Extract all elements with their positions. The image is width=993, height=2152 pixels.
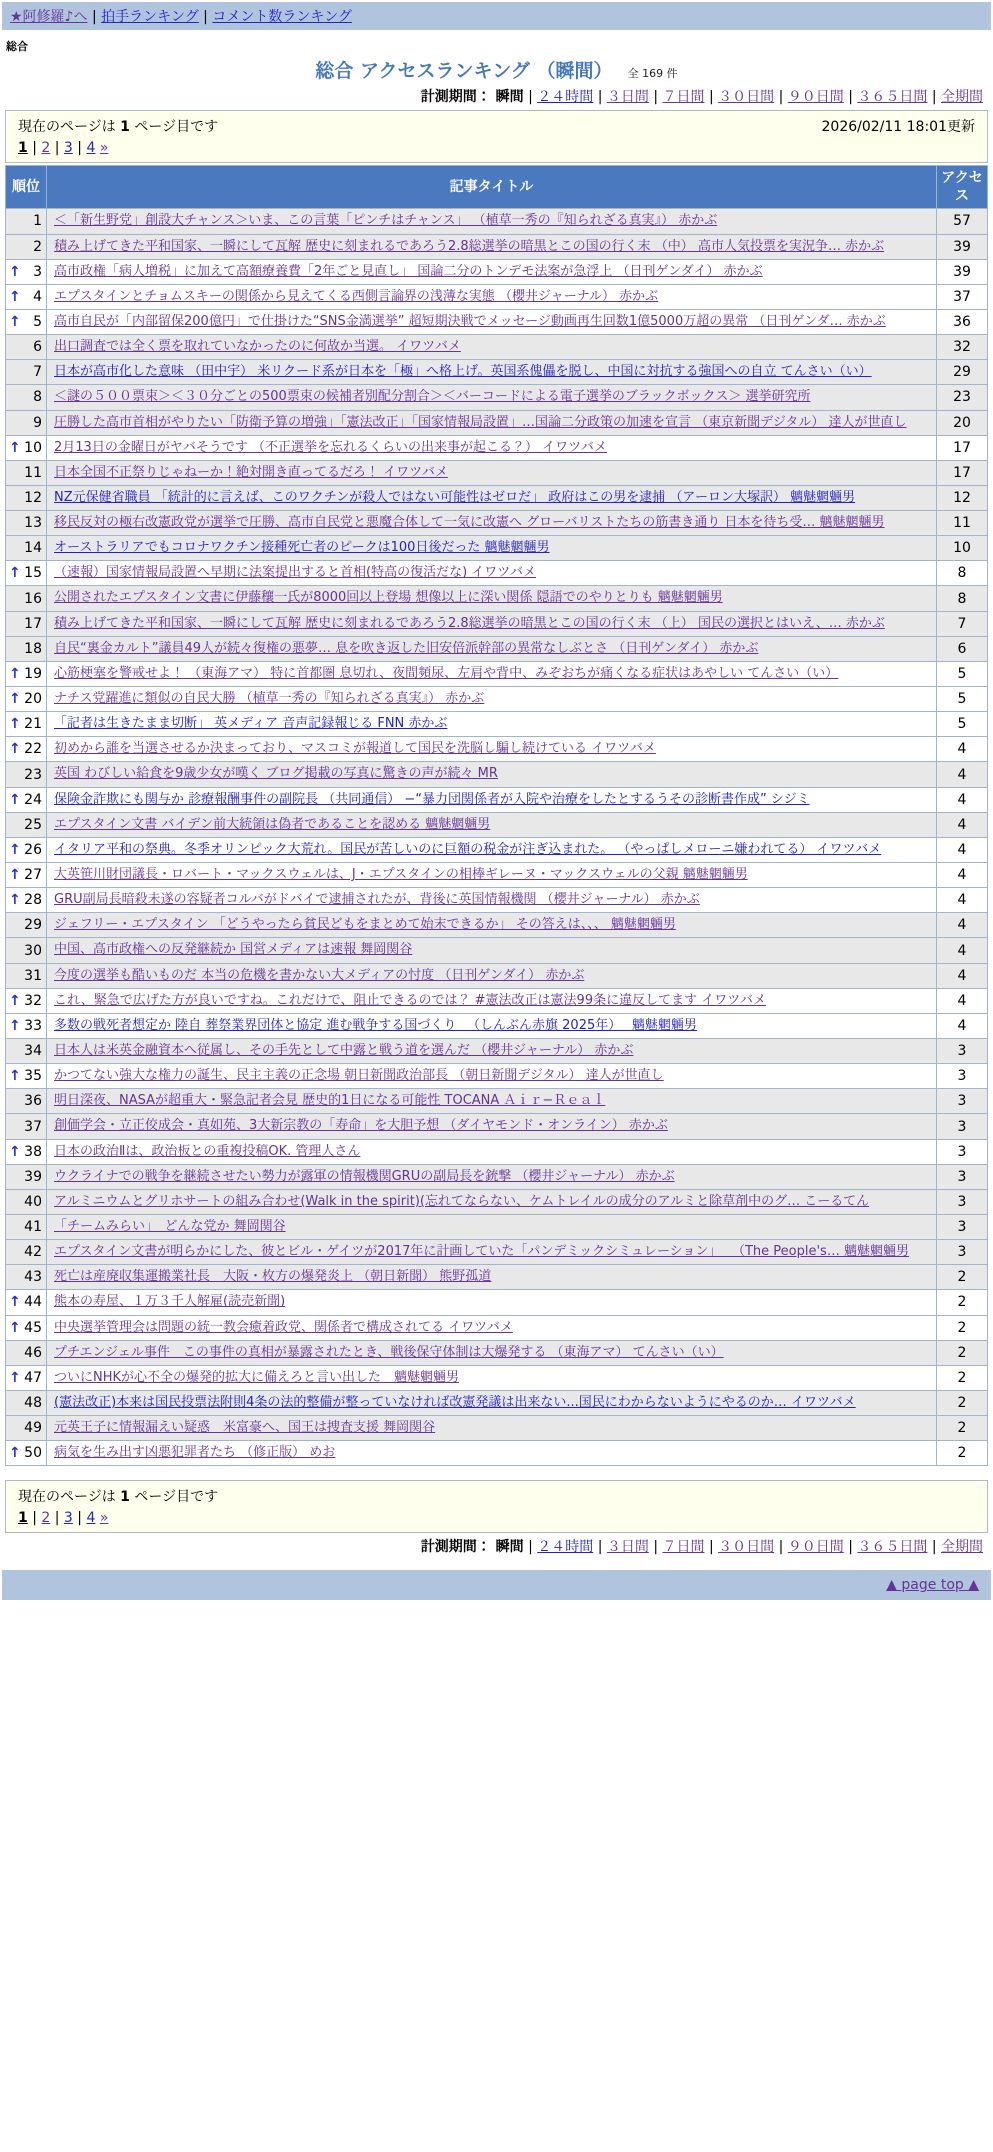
access-count: 17: [937, 460, 988, 485]
period-link[interactable]: ９０日間: [787, 1539, 844, 1556]
access-count: 4: [937, 963, 988, 988]
pager-next-link[interactable]: »: [99, 140, 109, 156]
table-row: [6, 1064, 988, 1089]
separator: |: [927, 89, 941, 105]
table-row: [6, 1315, 988, 1340]
table-row: [6, 586, 988, 611]
rank-number: 8: [33, 389, 42, 406]
article-link[interactable]: エプスタイン文書が明らかにした、彼とビル・ゲイツが2017年に計画していた「パンデミックシミュレーション」 （The People's… 魑魅魍魎男: [54, 1244, 909, 1260]
access-count: 12: [937, 485, 988, 510]
period-link[interactable]: ２４時間: [537, 89, 594, 105]
access-count: 6: [937, 636, 988, 661]
separator: |: [50, 1510, 64, 1527]
table-row: [6, 812, 988, 837]
access-count: 3: [937, 1139, 988, 1164]
access-count: 32: [937, 335, 988, 360]
rank-number: 38: [24, 1143, 42, 1160]
access-count: 4: [937, 888, 988, 913]
rank-up-icon: ↑: [9, 867, 21, 884]
period-link[interactable]: ３６５日間: [857, 1539, 928, 1556]
article-link[interactable]: 移民反対の極右改憲政党が選挙で圧勝、高市自民党と悪魔合体して一気に改憲へ グローバリストたちの筋書き通り 日本を待ち受… 魑魅魍魎男: [54, 515, 885, 531]
rank-number: 49: [24, 1420, 42, 1437]
access-count: 4: [937, 938, 988, 963]
topbar-link[interactable]: ★阿修羅♪へ: [10, 9, 88, 25]
rank-up-icon: ↑: [9, 1319, 21, 1336]
article-link[interactable]: プチエンジェル事件 この事件の真相が暴露されたとき、戦後保守体制は大爆発する （東海アマ） てんさい（い）: [54, 1344, 724, 1360]
title-column-header: 記事タイトル: [47, 166, 937, 209]
table-row: [6, 1265, 988, 1290]
article-link[interactable]: これ、緊急で広げた方が良いですね。これだけで、阻止できるのでは？ #憲法改正は憲法99条に違反してます イワツバメ: [54, 992, 766, 1008]
access-count: 57: [937, 209, 988, 234]
access-count: 2: [937, 1416, 988, 1441]
access-count: 39: [937, 234, 988, 259]
pagination-box-top: [5, 110, 988, 163]
period-link[interactable]: ２４時間: [537, 1539, 594, 1556]
page-title: 総合 アクセスランキング （瞬間）: [315, 60, 613, 82]
total-count: 全 169 件: [627, 67, 678, 80]
access-count: 5: [937, 687, 988, 712]
access-count: 5: [937, 712, 988, 737]
rank-number: 14: [24, 540, 42, 557]
access-count: 20: [937, 410, 988, 435]
rank-up-icon: ↑: [9, 1445, 21, 1462]
article-link[interactable]: オーストラリアでもコロナワクチン接種死亡者のピークは100日後だった 魑魅魍魎男: [54, 540, 550, 556]
separator: |: [704, 1539, 719, 1556]
table-row: [6, 661, 988, 686]
table-row: [6, 1139, 988, 1164]
separator: |: [523, 89, 538, 105]
rank-number: 37: [24, 1118, 42, 1135]
article-link[interactable]: 積み上げてきた平和国家、一瞬にして瓦解 歴史に刻まれるであろう2.8総選挙の暗黒とこの国の行く末 （中） 高市人気投票を実況争… 赤かぶ: [54, 238, 885, 254]
table-row: [6, 385, 988, 410]
pagination-box-bottom: [5, 1480, 988, 1533]
separator: |: [648, 1539, 663, 1556]
table-row: [6, 1114, 988, 1139]
access-count: 2: [937, 1315, 988, 1340]
article-link[interactable]: 圧勝した高市首相がやりたい「防衛予算の増強」「憲法改正」「国家情報局設置」…国論二分政策の加速を宣言 （東京新聞デジタル） 達人が世直し: [54, 414, 907, 430]
article-link[interactable]: 大英笹川財団議長・ロバート・マックスウェルは、J・エプスタインの相棒ギレーヌ・マックスウェルの父親 魑魅魍魎男: [54, 867, 748, 883]
rank-number: 29: [24, 917, 42, 934]
separator: |: [593, 1539, 607, 1556]
period-link[interactable]: ３０日間: [718, 1539, 775, 1556]
separator: |: [648, 89, 663, 105]
rank-up-icon: ↑: [9, 1294, 21, 1311]
article-link[interactable]: 今度の選挙も酷いものだ 本当の危機を書かない大メディアの忖度 （日刊ゲンダイ） 赤かぶ: [54, 967, 585, 983]
updated-timestamp: 2026/02/11 18:01更新: [821, 119, 975, 135]
pager-page-link[interactable]: 4: [86, 140, 96, 156]
access-count: 11: [937, 511, 988, 536]
article-link[interactable]: 高市政権「病人増税」に加えて高額療養費「2年ごと見直し」 国論二分のトンデモ法案が急浮上 （日刊ゲンダイ） 赤かぶ: [54, 263, 763, 279]
article-link[interactable]: ナチス党躍進に類似の自民大勝 （植草一秀の『知られざる真実』） 赤かぶ: [54, 691, 485, 707]
table-row: [6, 1365, 988, 1390]
article-link[interactable]: 保険金詐欺にも関与か 診療報酬事件の副院長 （共同通信） −“暴力団関係者が入院や治療をしたとするうその診断書作成” シジミ: [54, 791, 810, 807]
article-link[interactable]: エプスタインとチョムスキーの関係から見えてくる西側言論界の浅薄な実態 （櫻井ジャーナル） 赤かぶ: [54, 288, 659, 304]
period-link[interactable]: 全期間: [941, 1539, 983, 1556]
separator: |: [72, 1510, 87, 1527]
article-link[interactable]: 2月13日の金曜日がヤバそうです （不正選挙を忘れるくらいの出来事が起こる？） イワツバメ: [54, 439, 607, 455]
rank-number: 39: [24, 1168, 42, 1185]
access-count: 39: [937, 259, 988, 284]
rank-up-icon: ↑: [9, 992, 21, 1009]
pager-current-page: 1: [18, 140, 28, 156]
separator: |: [27, 140, 42, 156]
article-link[interactable]: アルミニウムとグリホサートの組み合わせ(Walk in the spirit)(忘れてならない、ケムトレイルの成分のアルミと除草剤中のグ… こーるてん: [54, 1193, 870, 1209]
access-count: 3: [937, 1114, 988, 1139]
table-row: [6, 888, 988, 913]
rank-number: 25: [24, 816, 42, 833]
access-count: 2: [937, 1441, 988, 1466]
rank-number: 7: [33, 364, 42, 381]
table-row: [6, 938, 988, 963]
table-row: [6, 1416, 988, 1441]
article-link[interactable]: ウクライナでの戦争を継続させたい勢力が露軍の情報機関GRUの副局長を銃撃 （櫻井ジャーナル） 赤かぶ: [54, 1168, 675, 1184]
table-row: [6, 1390, 988, 1415]
page-heading: [0, 56, 993, 83]
rank-up-icon: ↑: [9, 439, 21, 456]
pager-next-link[interactable]: »: [99, 1510, 109, 1527]
rank-number: 22: [24, 741, 42, 758]
article-link[interactable]: ジェフリー・エプスタイン 「どうやったら貧民どもをまとめて始末できるか」 その答えは、、、 魑魅魍魎男: [54, 917, 676, 933]
article-link[interactable]: 日本が高市化した意味 （田中宇） 米リクード系が日本を「極」へ格上げ。英国系傀儡を脱し、中国に対抗する強国への自立 てんさい（い）: [54, 364, 872, 380]
access-count: 4: [937, 737, 988, 762]
rank-number: 30: [24, 942, 42, 959]
rank-number: 42: [24, 1244, 42, 1261]
topbar-link[interactable]: 拍手ランキング: [101, 9, 199, 25]
rank-number: 12: [24, 489, 42, 506]
table-row: [6, 913, 988, 938]
separator: |: [72, 140, 87, 156]
access-count: 3: [937, 1240, 988, 1265]
table-row: [6, 309, 988, 334]
rank-up-icon: ↑: [9, 665, 21, 682]
separator: |: [523, 1539, 538, 1556]
table-row: [6, 410, 988, 435]
article-link[interactable]: 英国 わびしい給食を9歳少女が嘆く ブログ掲載の写真に驚きの声が続々 MR: [54, 766, 498, 782]
article-link[interactable]: 明日深夜、NASAが超重大・緊急記者会見 歴史的1日になる可能性 TOCANA Ａｉｒ−Ｒｅａｌ: [54, 1093, 606, 1109]
period-selector-top: [0, 83, 993, 110]
rank-number: 5: [33, 314, 42, 330]
article-link[interactable]: NZ元保健省職員 「統計的に言えば、このワクチンが殺人ではない可能性はゼロだ」 政府はこの男を逮捕 （アーロン大塚訳） 魑魅魍魎男: [54, 489, 856, 505]
pager-current-page: 1: [18, 1510, 28, 1527]
period-link[interactable]: ７日間: [662, 89, 705, 105]
access-count: 3: [937, 1064, 988, 1089]
table-header-row: [6, 166, 988, 209]
period-link[interactable]: ３日間: [606, 89, 649, 105]
period-link[interactable]: ７日間: [662, 1539, 705, 1556]
access-count: 8: [937, 586, 988, 611]
table-row: [6, 435, 988, 460]
rank-up-icon: ↑: [9, 791, 21, 808]
table-row: [6, 259, 988, 284]
table-row: [6, 1215, 988, 1240]
rank-number: 26: [24, 841, 42, 858]
rank-up-icon: ↑: [9, 1017, 21, 1034]
article-link[interactable]: かつてない強大な権力の誕生、民主主義の正念場 朝日新聞政治部長 （朝日新聞デジタル） 達人が世直し: [54, 1068, 664, 1084]
access-count: 4: [937, 762, 988, 787]
article-link[interactable]: 中央選挙管理会は問題の統一教会癒着政党、関係者で構成されてる イワツバメ: [54, 1319, 513, 1335]
article-link[interactable]: 病気を生み出す凶悪犯罪者たち （修正版） めお: [54, 1445, 336, 1461]
separator: |: [27, 1510, 42, 1527]
table-row: [6, 1189, 988, 1214]
pager: [18, 140, 975, 156]
access-count: 2: [937, 1265, 988, 1290]
article-link[interactable]: (憲法改正)本来は国民投票法附則4条の法的整備が整っていなければ改憲発議は出来ない...国民にわからないようにやるのか… イワツバメ: [54, 1394, 856, 1410]
rank-number: 13: [24, 515, 42, 532]
period-link[interactable]: ３日間: [606, 1539, 649, 1556]
access-count: 17: [937, 435, 988, 460]
rank-number: 45: [24, 1319, 42, 1336]
access-count: 37: [937, 284, 988, 309]
access-count: 10: [937, 536, 988, 561]
article-link[interactable]: 死亡は産廃収集運搬業社長 大阪・枚方の爆発炎上 （朝日新聞） 熊野孤道: [54, 1269, 492, 1285]
rank-number: 32: [24, 992, 42, 1009]
period-current: 瞬間: [495, 89, 524, 105]
footer-bar: [2, 1570, 991, 1600]
pager-page-link[interactable]: 3: [63, 1510, 73, 1527]
access-count: 5: [937, 661, 988, 686]
rank-number: 28: [24, 892, 42, 909]
rank-number: 46: [24, 1344, 42, 1361]
page-status: 現在のページは 1 ページ目です: [18, 119, 219, 135]
article-link[interactable]: （速報）国家情報局設置へ早期に法案提出すると首相(特高の復活だな) イワツバメ: [54, 565, 537, 581]
access-count: 3: [937, 1189, 988, 1214]
article-link[interactable]: 自民“裏金カルト”議員49人が続々復権の悪夢… 息を吹き返した旧安倍派幹部の異常なしぶとさ （日刊ゲンダイ） 赤かぶ: [54, 640, 759, 656]
rank-number: 36: [24, 1093, 42, 1110]
rank-number: 1: [33, 213, 42, 230]
rank-up-icon: ↑: [9, 1369, 21, 1386]
period-label: 計測期間：: [420, 89, 496, 105]
table-row: [6, 360, 988, 385]
table-row: [6, 1013, 988, 1038]
rank-number: 16: [24, 590, 42, 607]
rank-number: 19: [24, 665, 42, 682]
table-row: [6, 460, 988, 485]
table-row: [6, 1240, 988, 1265]
rank-number: 4: [33, 288, 42, 305]
rank-number: 47: [24, 1369, 42, 1386]
access-count: 2: [937, 1365, 988, 1390]
table-row: [6, 863, 988, 888]
access-count: 23: [937, 385, 988, 410]
article-link[interactable]: 中国、高市政権への反発継続か 国営メディアは速報 舞岡関谷: [54, 942, 413, 958]
rank-number: 2: [33, 238, 42, 255]
access-count: 3: [937, 1089, 988, 1114]
table-row: [6, 1039, 988, 1064]
separator: |: [927, 1539, 941, 1556]
separator: |: [593, 89, 607, 105]
ranking-table: [5, 165, 988, 1466]
table-row: [6, 737, 988, 762]
table-row: [6, 963, 988, 988]
table-row: [6, 687, 988, 712]
article-link[interactable]: ついにNHKが心不全の爆発的拡大に備えろと言い出した 魑魅魍魎男: [54, 1369, 460, 1385]
separator: |: [774, 1539, 788, 1556]
rank-up-icon: ↑: [9, 841, 21, 858]
rank-up-icon: ↑: [9, 263, 21, 280]
rank-number: 27: [24, 867, 42, 884]
access-count: 3: [937, 1215, 988, 1240]
pager-page-link[interactable]: 2: [41, 140, 51, 156]
access-count: 36: [937, 309, 988, 334]
ranking-rows: [6, 209, 988, 1466]
access-count: 3: [937, 1164, 988, 1189]
rank-number: 17: [24, 615, 42, 632]
rank-number: 10: [24, 439, 42, 456]
table-row: [6, 284, 988, 309]
article-link[interactable]: 公開されたエプスタイン文書に伊藤穰一氏が8000回以上登場 想像以上に深い関係 隠語でのやりとりも 魑魅魍魎男: [54, 590, 723, 606]
rank-number: 35: [24, 1068, 42, 1085]
rank-number: 33: [24, 1017, 42, 1034]
rank-up-icon: ↑: [9, 288, 21, 305]
period-link[interactable]: ３６５日間: [857, 89, 928, 105]
table-row: [6, 561, 988, 586]
table-row: [6, 1290, 988, 1315]
table-row: [6, 837, 988, 862]
rank-number: 20: [24, 691, 42, 708]
access-count: 4: [937, 988, 988, 1013]
article-link[interactable]: 日本人は米英金融資本へ従属し、その手先として中露と戦う道を選んだ （櫻井ジャーナル） 赤かぶ: [54, 1043, 634, 1059]
pager: [18, 1510, 975, 1526]
board-label: 総合: [6, 40, 28, 53]
article-link[interactable]: 元英王子に情報漏えい疑惑 米富豪へ、国王は捜査支援 舞岡関谷: [54, 1420, 436, 1436]
table-row: [6, 511, 988, 536]
table-row: [6, 1441, 988, 1466]
article-link[interactable]: 「チームみらい」 どんな党か 舞岡関谷: [54, 1219, 286, 1234]
article-link[interactable]: 創価学会・立正佼成会・真如苑、3大新宗教の「寿命」を大胆予想 （ダイヤモンド・オンライン） 赤かぶ: [54, 1118, 668, 1134]
article-link[interactable]: 積み上げてきた平和国家、一瞬にして瓦解 歴史に刻まれるであろう2.8総選挙の暗黒とこの国の行く末 （上） 国民の選択とはいえ、… 赤かぶ: [54, 615, 885, 631]
table-row: [6, 762, 988, 787]
article-link[interactable]: 初めから誰を当選させるか決まっており、マスコミが報道して国民を洗脳し騙し続けている イワツバメ: [54, 741, 656, 757]
pager-page-link[interactable]: 3: [63, 140, 73, 156]
separator: |: [704, 89, 719, 105]
page-top-link[interactable]: ▲ page top ▲: [886, 1577, 979, 1594]
rank-column-header: 順位: [6, 166, 47, 209]
access-column-header: アクセス: [937, 166, 988, 209]
rank-number: 21: [24, 716, 42, 733]
table-row: [6, 209, 988, 234]
separator: |: [774, 89, 788, 105]
article-link[interactable]: ＜謎の５００票束＞＜３０分ごとの500票束の候補者別配分割合＞＜バーコードによる電子選挙のブラックボックス＞ 選挙研究所: [54, 389, 811, 405]
rank-up-icon: ↑: [9, 565, 21, 582]
rank-up-icon: ↑: [9, 314, 21, 330]
rank-up-icon: ↑: [9, 892, 21, 909]
table-row: [6, 611, 988, 636]
period-link[interactable]: 全期間: [941, 89, 983, 105]
table-row: [6, 1340, 988, 1365]
period-current: 瞬間: [495, 1539, 524, 1556]
access-count: 4: [937, 812, 988, 837]
article-link[interactable]: 多数の戦死者想定か 陸自 葬祭業界団体と協定 進む戦争する国づくり （しんぶん赤旗 2025年） 魑魅魍魎男: [54, 1017, 697, 1033]
table-row: [6, 636, 988, 661]
access-count: 7: [937, 611, 988, 636]
rank-number: 40: [24, 1193, 42, 1210]
table-row: [6, 485, 988, 510]
page: [0, 2, 993, 1700]
article-link[interactable]: 出口調査では全く票を取れていなかったのに何故か当選。 イワツバメ: [54, 339, 461, 355]
separator: |: [50, 140, 64, 156]
top-nav-bar: [2, 2, 991, 30]
rank-up-icon: ↑: [9, 716, 21, 733]
pager-page-link[interactable]: 4: [86, 1510, 96, 1527]
rank-up-icon: ↑: [9, 691, 21, 708]
topbar-link[interactable]: コメント数ランキング: [212, 9, 352, 25]
rank-number: 18: [24, 640, 42, 657]
rank-up-icon: ↑: [9, 1143, 21, 1160]
access-count: 3: [937, 1039, 988, 1064]
rank-number: 48: [24, 1395, 42, 1412]
page-status: 現在のページは 1 ページ目です: [18, 1489, 219, 1506]
access-count: 2: [937, 1340, 988, 1365]
rank-number: 6: [33, 339, 42, 356]
separator: |: [843, 1539, 858, 1556]
separator: |: [198, 9, 213, 25]
rank-number: 15: [24, 565, 42, 582]
rank-up-icon: ↑: [9, 1068, 21, 1085]
article-link[interactable]: 日本の政治Ⅱは、政治板との重複投稿OK. 管理人さん: [54, 1143, 361, 1159]
table-row: [6, 1164, 988, 1189]
pager-page-link[interactable]: 2: [41, 1510, 51, 1527]
separator: |: [843, 89, 858, 105]
table-row: [6, 335, 988, 360]
access-count: 4: [937, 787, 988, 812]
rank-number: 23: [24, 766, 42, 783]
article-link[interactable]: 心筋梗塞を警戒せよ！ （東海アマ） 特に首都圏 息切れ、夜間頻尿、左肩や背中、みぞおちが痛くなる症状はあやしい てんさい（い）: [54, 665, 839, 681]
period-link[interactable]: ９０日間: [787, 89, 844, 105]
access-count: 2: [937, 1290, 988, 1315]
rank-number: 24: [24, 791, 42, 808]
rank-number: 50: [24, 1445, 42, 1462]
rank-number: 11: [24, 464, 42, 481]
access-count: 4: [937, 837, 988, 862]
rank-number: 9: [33, 414, 42, 431]
access-count: 4: [937, 913, 988, 938]
article-link[interactable]: 熊本の寿屋、１万３千人解雇(読売新聞): [54, 1294, 286, 1310]
table-row: [6, 536, 988, 561]
table-row: [6, 712, 988, 737]
article-link[interactable]: 日本全国不正祭りじゃねーか！絶対開き直ってるだろ！ イワツバメ: [54, 464, 448, 480]
article-link[interactable]: 「記者は生きたまま切断」 英メディア 音声記録報じる FNN 赤かぶ: [54, 716, 448, 732]
period-label: 計測期間：: [420, 1539, 496, 1556]
rank-number: 41: [24, 1219, 42, 1236]
separator: |: [87, 9, 102, 25]
access-count: 8: [937, 561, 988, 586]
table-row: [6, 988, 988, 1013]
rank-number: 3: [33, 263, 42, 280]
article-link[interactable]: イタリア平和の祭典。冬季オリンピック大荒れ。国民が苦しいのに巨額の税金が注ぎ込まれた。 （やっぱしメローニ嫌われてる） イワツバメ: [54, 841, 882, 857]
access-count: 4: [937, 1013, 988, 1038]
rank-number: 34: [24, 1043, 42, 1060]
article-link[interactable]: GRU副局長暗殺未遂の容疑者コルバがドバイで逮捕されたが、背後に英国情報機関 （櫻井ジャーナル） 赤かぶ: [54, 892, 700, 908]
access-count: 4: [937, 863, 988, 888]
article-link[interactable]: 高市自民が「内部留保200億円」で仕掛けた“SNS金満選挙” 超短期決戦でメッセージ動画再生回数1億5000万超の異常 （日刊ゲンダ… 赤かぶ: [54, 313, 886, 329]
access-count: 29: [937, 360, 988, 385]
article-link[interactable]: エプスタイン文書 バイデン前大統領は偽者であることを認める 魑魅魍魎男: [54, 816, 491, 832]
table-row: [6, 787, 988, 812]
period-selector-bottom: [0, 1533, 993, 1560]
rank-number: 31: [24, 967, 42, 984]
table-row: [6, 1089, 988, 1114]
access-count: 2: [937, 1390, 988, 1415]
period-link[interactable]: ３０日間: [718, 89, 775, 105]
table-row: [6, 234, 988, 259]
rank-number: 44: [24, 1294, 42, 1311]
rank-number: 43: [24, 1269, 42, 1286]
article-link[interactable]: ＜「新生野党」創設大チャンス＞いま、この言葉「ピンチはチャンス」 （植草一秀の『知られざる真実』） 赤かぶ: [54, 213, 718, 229]
rank-up-icon: ↑: [9, 741, 21, 758]
